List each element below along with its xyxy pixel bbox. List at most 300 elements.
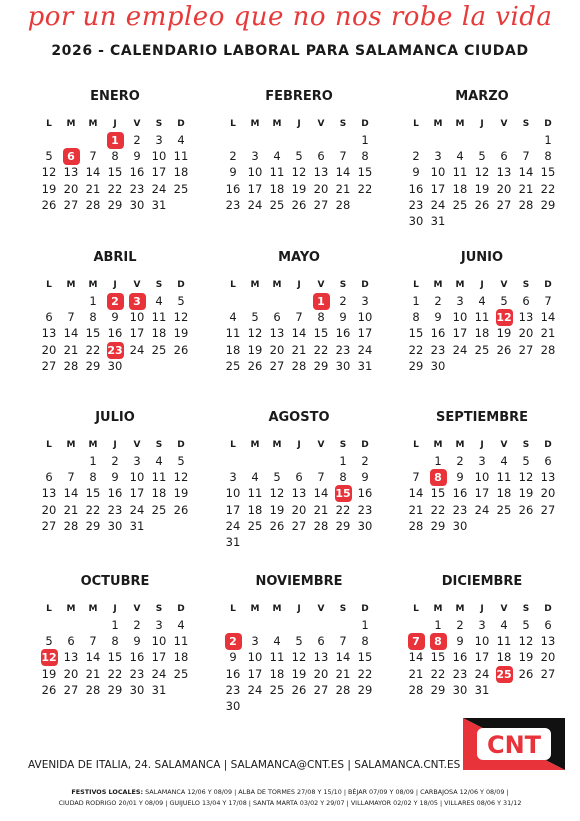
day-cell: 22 — [430, 502, 446, 517]
day-cell: 28 — [335, 682, 351, 697]
day-cell: 21 — [63, 342, 79, 357]
day-cell: 11 — [225, 326, 241, 341]
day-cell: 5 — [273, 470, 281, 485]
weekday-header: D — [361, 119, 369, 129]
weekday-header: D — [177, 280, 185, 290]
weekday-header: D — [361, 440, 369, 450]
day-cell: 18 — [247, 502, 263, 517]
day-cell: 3 — [478, 618, 486, 632]
month-septiembre — [405, 408, 559, 534]
day-cell: 5 — [295, 634, 303, 649]
day-cell: 25 — [474, 342, 490, 357]
contact-address: AVENIDA DE ITALIA, 24. SALAMANCA | SALAMANCA@CNT.ES | SALAMANCA.CNT.ES — [28, 759, 461, 771]
day-cell: 4 — [251, 470, 259, 485]
day-cell: 13 — [518, 310, 534, 325]
weekday-header: M — [88, 280, 98, 290]
holiday-day-cell: 3 — [126, 293, 148, 309]
empty-day-cell — [310, 132, 332, 148]
day-cell: 6 — [45, 310, 53, 325]
day-cell: 18 — [151, 486, 167, 501]
day-cell: 1 — [361, 618, 369, 632]
day-cell: 27 — [63, 682, 79, 697]
day-cell: 10 — [430, 165, 446, 180]
day-cell: 2 — [133, 618, 141, 632]
weekday-header: M — [455, 119, 465, 129]
day-cell: 23 — [107, 502, 123, 517]
day-cell: 22 — [430, 666, 446, 681]
day-cell: 9 — [339, 310, 347, 325]
day-cell: 19 — [247, 342, 263, 357]
day-cell: 9 — [434, 310, 442, 325]
day-cell: 4 — [177, 133, 185, 147]
weekday-header: V — [133, 440, 141, 450]
day-cell: 2 — [229, 149, 237, 164]
day-cell: 24 — [247, 682, 263, 697]
day-cell: 24 — [430, 197, 446, 212]
day-cell: 20 — [291, 502, 307, 517]
day-cell: 17 — [357, 326, 373, 341]
day-cell: 19 — [518, 486, 534, 501]
holiday-day-cell: 25 — [496, 667, 512, 681]
day-cell: 1 — [361, 133, 369, 147]
day-cell: 10 — [225, 486, 241, 501]
weekday-header: L — [230, 119, 236, 129]
day-cell: 11 — [474, 310, 490, 325]
day-cell: 28 — [85, 197, 101, 212]
day-cell: 24 — [474, 502, 490, 517]
empty-day-cell — [288, 453, 310, 469]
day-cell: 23 — [225, 682, 241, 697]
day-cell: 29 — [540, 197, 556, 212]
day-cell: 20 — [41, 502, 57, 517]
empty-day-cell — [60, 132, 82, 148]
empty-day-cell — [82, 132, 104, 148]
empty-day-cell — [332, 132, 354, 148]
month-days-grid — [38, 601, 192, 698]
month-name: SEPTIEMBRE — [435, 410, 529, 425]
weekday-header: S — [155, 119, 163, 129]
day-cell: 31 — [129, 518, 145, 533]
day-cell: 6 — [500, 149, 508, 164]
weekday-header: M — [433, 119, 443, 129]
day-cell: 8 — [361, 149, 369, 164]
empty-day-cell — [310, 617, 332, 633]
day-cell: 2 — [456, 454, 464, 468]
month-days-grid — [405, 277, 559, 374]
day-cell: 10 — [474, 470, 490, 485]
day-cell: 15 — [430, 650, 446, 665]
empty-day-cell — [266, 617, 288, 633]
day-cell: 11 — [269, 165, 285, 180]
day-cell: 4 — [177, 618, 185, 632]
weekday-header: D — [361, 604, 369, 614]
weekday-header: M — [433, 604, 443, 614]
weekday-header: M — [455, 280, 465, 290]
day-cell: 10 — [247, 650, 263, 665]
day-cell: 5 — [45, 149, 53, 164]
cnt-logo — [457, 714, 567, 774]
day-cell: 13 — [41, 326, 57, 341]
day-cell: 4 — [500, 454, 508, 468]
weekday-header: M — [455, 604, 465, 614]
weekday-header: M — [88, 604, 98, 614]
weekday-header: D — [544, 604, 552, 614]
day-cell: 7 — [67, 470, 75, 485]
day-cell: 19 — [269, 502, 285, 517]
weekday-header: V — [317, 280, 325, 290]
day-cell: 9 — [361, 470, 369, 485]
day-cell: 1 — [434, 618, 442, 632]
day-cell: 14 — [408, 486, 424, 501]
day-cell: 27 — [540, 502, 556, 517]
day-cell: 16 — [452, 486, 468, 501]
holiday-day-cell: 6 — [60, 148, 82, 164]
month-days-grid — [38, 116, 192, 213]
day-cell: 18 — [173, 165, 189, 180]
day-cell: 4 — [500, 618, 508, 632]
day-cell: 24 — [129, 502, 145, 517]
day-cell: 25 — [496, 502, 512, 517]
day-cell: 25 — [173, 666, 189, 681]
month-noviembre — [222, 572, 376, 714]
day-cell: 27 — [41, 358, 57, 373]
day-cell: 30 — [107, 358, 123, 373]
holiday-day-cell: 15 — [335, 487, 351, 501]
day-cell: 29 — [408, 358, 424, 373]
weekday-header: V — [500, 119, 508, 129]
weekday-header: V — [500, 604, 508, 614]
day-cell: 13 — [540, 634, 556, 649]
weekday-header: S — [339, 280, 347, 290]
holiday-day-cell: 1 — [310, 293, 332, 309]
empty-day-cell — [222, 617, 244, 633]
day-cell: 28 — [408, 518, 424, 533]
day-cell: 29 — [85, 518, 101, 533]
day-cell: 6 — [544, 618, 552, 632]
day-cell: 19 — [518, 650, 534, 665]
holiday-day-cell: 8 — [427, 633, 449, 649]
day-cell: 5 — [177, 294, 185, 308]
day-cell: 29 — [107, 682, 123, 697]
empty-day-cell — [515, 132, 537, 148]
weekday-header: S — [522, 119, 530, 129]
month-name: JUNIO — [460, 250, 504, 265]
day-cell: 12 — [518, 470, 534, 485]
day-cell: 2 — [133, 133, 141, 147]
weekday-header: M — [88, 119, 98, 129]
day-cell: 27 — [313, 197, 329, 212]
weekday-header: J — [297, 604, 301, 614]
month-name: ENERO — [90, 89, 140, 104]
day-cell: 3 — [251, 149, 259, 164]
weekday-header: J — [480, 440, 484, 450]
month-marzo — [405, 87, 559, 229]
day-cell: 25 — [151, 502, 167, 517]
day-cell: 22 — [85, 342, 101, 357]
day-cell: 24 — [474, 666, 490, 681]
holiday-day-cell: 2 — [222, 633, 244, 649]
weekday-header: L — [230, 440, 236, 450]
day-cell: 6 — [67, 634, 75, 649]
day-cell: 10 — [452, 310, 468, 325]
day-cell: 3 — [478, 454, 486, 468]
day-cell: 23 — [452, 666, 468, 681]
day-cell: 12 — [173, 470, 189, 485]
day-cell: 30 — [452, 682, 468, 697]
day-cell: 21 — [85, 666, 101, 681]
day-cell: 31 — [225, 534, 241, 549]
weekday-header: V — [500, 280, 508, 290]
month-days-grid — [222, 601, 376, 714]
day-cell: 22 — [335, 502, 351, 517]
holiday-day-cell: 8 — [427, 469, 449, 485]
day-cell: 13 — [63, 650, 79, 665]
day-cell: 11 — [269, 650, 285, 665]
day-cell: 6 — [544, 454, 552, 468]
empty-day-cell — [222, 132, 244, 148]
day-cell: 20 — [540, 486, 556, 501]
day-cell: 5 — [522, 618, 530, 632]
day-cell: 12 — [291, 650, 307, 665]
month-diciembre — [405, 572, 559, 698]
day-cell: 8 — [111, 634, 119, 649]
day-cell: 17 — [151, 650, 167, 665]
month-febrero — [222, 87, 376, 213]
day-cell: 13 — [496, 165, 512, 180]
day-cell: 17 — [247, 666, 263, 681]
empty-day-cell — [38, 293, 60, 309]
day-cell: 12 — [474, 165, 490, 180]
day-cell: 10 — [474, 634, 490, 649]
weekday-header: L — [413, 119, 419, 129]
day-cell: 11 — [173, 149, 189, 164]
month-octubre — [38, 572, 192, 698]
day-cell: 1 — [339, 454, 347, 468]
weekday-header: J — [297, 119, 301, 129]
weekday-header: S — [522, 440, 530, 450]
empty-day-cell — [405, 453, 427, 469]
day-cell: 21 — [291, 342, 307, 357]
day-cell: 24 — [151, 666, 167, 681]
day-cell: 26 — [41, 197, 57, 212]
empty-day-cell — [266, 132, 288, 148]
day-cell: 30 — [357, 518, 373, 533]
weekday-header: D — [544, 119, 552, 129]
day-cell: 11 — [247, 486, 263, 501]
day-cell: 3 — [251, 634, 259, 649]
day-cell: 19 — [291, 666, 307, 681]
day-cell: 25 — [151, 342, 167, 357]
day-cell: 12 — [269, 486, 285, 501]
weekday-header: M — [433, 440, 443, 450]
day-cell: 3 — [229, 470, 237, 485]
month-name: AGOSTO — [268, 410, 330, 425]
day-cell: 15 — [540, 165, 556, 180]
day-cell: 8 — [339, 470, 347, 485]
day-cell: 22 — [107, 666, 123, 681]
day-cell: 27 — [496, 197, 512, 212]
day-cell: 13 — [63, 165, 79, 180]
day-cell: 29 — [430, 518, 446, 533]
day-cell: 10 — [247, 165, 263, 180]
day-cell: 24 — [357, 342, 373, 357]
month-abril — [38, 248, 192, 374]
day-cell: 8 — [89, 470, 97, 485]
holiday-day-cell: 7 — [405, 633, 427, 649]
day-cell: 7 — [67, 310, 75, 325]
local-holidays-line-2: CIUDAD RODRIGO 20/01 Y 08/09 | GUIJUELO 13/04 Y 17/08 | SANTA MARTA 03/02 Y 29/07 | VILLAMAYOR 02/02 Y 18/05 | VILLARES 08/06 Y 31/12 — [58, 799, 522, 807]
weekday-header: J — [113, 440, 117, 450]
day-cell: 11 — [173, 634, 189, 649]
day-cell: 7 — [89, 634, 97, 649]
day-cell: 1 — [412, 294, 420, 308]
day-cell: 14 — [518, 165, 534, 180]
day-cell: 7 — [89, 149, 97, 164]
cnt-logo-graphic — [457, 714, 567, 774]
weekday-header: J — [113, 280, 117, 290]
weekday-header: D — [361, 280, 369, 290]
empty-day-cell — [244, 293, 266, 309]
day-cell: 29 — [313, 358, 329, 373]
day-cell: 19 — [291, 181, 307, 196]
day-cell: 15 — [430, 486, 446, 501]
weekday-header: D — [177, 440, 185, 450]
day-cell: 29 — [107, 197, 123, 212]
day-cell: 21 — [313, 502, 329, 517]
weekday-header: S — [339, 119, 347, 129]
day-cell: 20 — [269, 342, 285, 357]
day-cell: 22 — [357, 181, 373, 196]
day-cell: 9 — [111, 310, 119, 325]
weekday-header: L — [413, 280, 419, 290]
day-cell: 16 — [335, 326, 351, 341]
day-cell: 17 — [474, 650, 490, 665]
weekday-header: L — [413, 440, 419, 450]
empty-day-cell — [493, 132, 515, 148]
holiday-day-cell: 1 — [104, 132, 126, 148]
month-days-grid — [38, 437, 192, 534]
weekday-header: J — [113, 119, 117, 129]
day-cell: 24 — [452, 342, 468, 357]
empty-day-cell — [266, 453, 288, 469]
day-cell: 15 — [408, 326, 424, 341]
day-cell: 7 — [339, 149, 347, 164]
day-cell: 1 — [434, 454, 442, 468]
day-cell: 16 — [107, 326, 123, 341]
day-cell: 23 — [357, 502, 373, 517]
day-cell: 19 — [173, 486, 189, 501]
empty-day-cell — [471, 132, 493, 148]
day-cell: 26 — [247, 358, 263, 373]
day-cell: 14 — [85, 165, 101, 180]
weekday-header: M — [272, 440, 282, 450]
day-cell: 30 — [452, 518, 468, 533]
month-junio — [405, 248, 559, 374]
day-cell: 26 — [474, 197, 490, 212]
month-days-grid — [222, 116, 376, 213]
day-cell: 9 — [229, 165, 237, 180]
weekday-header: L — [413, 604, 419, 614]
weekday-header: S — [155, 280, 163, 290]
day-cell: 28 — [313, 518, 329, 533]
weekday-header: S — [522, 280, 530, 290]
day-cell: 14 — [85, 650, 101, 665]
slogan: por un empleo que no nos robe la vida — [27, 2, 553, 32]
day-cell: 26 — [291, 197, 307, 212]
day-cell: 1 — [544, 133, 552, 147]
day-cell: 8 — [317, 310, 325, 325]
empty-day-cell — [288, 293, 310, 309]
day-cell: 14 — [291, 326, 307, 341]
day-cell: 18 — [173, 650, 189, 665]
day-cell: 2 — [339, 294, 347, 308]
day-cell: 16 — [430, 326, 446, 341]
month-name: MARZO — [455, 89, 509, 104]
day-cell: 18 — [474, 326, 490, 341]
day-cell: 13 — [291, 486, 307, 501]
weekday-header: M — [66, 440, 76, 450]
weekday-header: M — [88, 440, 98, 450]
day-cell: 20 — [518, 326, 534, 341]
day-cell: 27 — [518, 342, 534, 357]
day-cell: 8 — [361, 634, 369, 649]
day-cell: 20 — [540, 650, 556, 665]
day-cell: 16 — [107, 486, 123, 501]
day-cell: 8 — [544, 149, 552, 164]
month-mayo — [222, 248, 376, 374]
day-cell: 23 — [129, 666, 145, 681]
weekday-header: J — [480, 280, 484, 290]
day-cell: 18 — [496, 650, 512, 665]
day-cell: 13 — [313, 165, 329, 180]
empty-day-cell — [38, 132, 60, 148]
day-cell: 21 — [335, 181, 351, 196]
day-cell: 20 — [63, 181, 79, 196]
day-cell: 30 — [129, 197, 145, 212]
weekday-header: D — [177, 119, 185, 129]
day-cell: 8 — [412, 310, 420, 325]
empty-day-cell — [60, 453, 82, 469]
day-cell: 30 — [107, 518, 123, 533]
day-cell: 26 — [518, 502, 534, 517]
weekday-header: J — [113, 604, 117, 614]
month-days-grid — [38, 277, 192, 374]
weekday-header: M — [250, 604, 260, 614]
day-cell: 17 — [225, 502, 241, 517]
day-cell: 4 — [155, 294, 163, 308]
day-cell: 1 — [89, 294, 97, 308]
empty-day-cell — [332, 617, 354, 633]
day-cell: 25 — [269, 197, 285, 212]
day-cell: 21 — [518, 181, 534, 196]
month-days-grid — [405, 116, 559, 229]
day-cell: 10 — [151, 149, 167, 164]
weekday-header: V — [317, 604, 325, 614]
day-cell: 3 — [133, 454, 141, 468]
weekday-header: M — [66, 280, 76, 290]
empty-day-cell — [222, 293, 244, 309]
day-cell: 17 — [129, 486, 145, 501]
day-cell: 28 — [63, 358, 79, 373]
weekday-header: V — [500, 440, 508, 450]
day-cell: 24 — [129, 342, 145, 357]
day-cell: 16 — [357, 486, 373, 501]
day-cell: 30 — [408, 213, 424, 228]
month-name: OCTUBRE — [80, 574, 150, 589]
month-name: ABRIL — [93, 250, 137, 265]
day-cell: 22 — [313, 342, 329, 357]
month-enero — [38, 87, 192, 213]
